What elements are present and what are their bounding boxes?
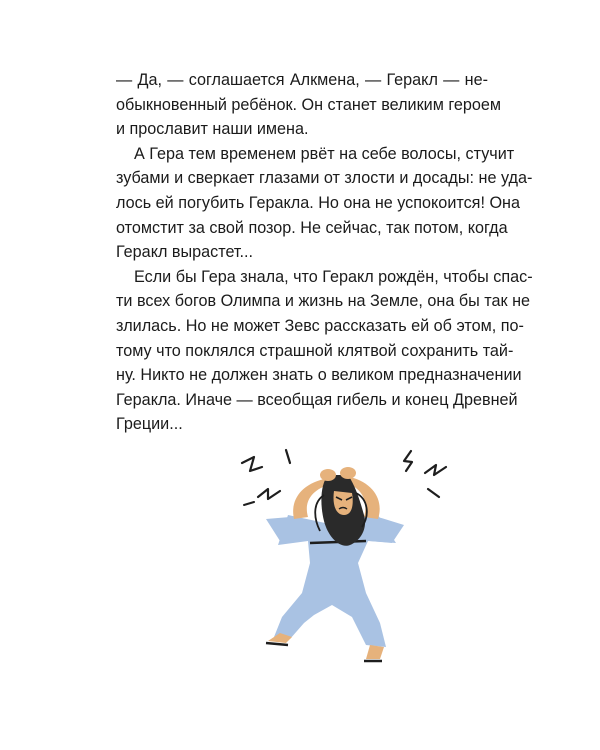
left-hand [320, 469, 336, 481]
anger-mark [425, 465, 446, 475]
text-line: лось ей погубить Геракла. Но она не успокоится! Она [116, 193, 520, 212]
text-line: Геракл вырастет... [116, 243, 254, 262]
anger-mark [258, 489, 280, 499]
anger-mark [404, 451, 412, 471]
text-line: А Гера тем временем рвёт на себе волосы, стучит [134, 144, 515, 163]
text-line: злилась. Но не может Зевс рассказать ей об этом, по- [116, 316, 524, 335]
text-line: ти всех богов Олимпа и жизнь на Земле, она бы так не [116, 292, 531, 311]
right-foot [366, 645, 384, 659]
left-sandal [266, 643, 288, 645]
anger-mark [286, 450, 290, 463]
angry-hera-illustration [228, 445, 468, 685]
anger-mark [242, 457, 262, 471]
paragraph-3 [116, 265, 533, 437]
paragraph-1 [116, 68, 502, 142]
text-line: — Да, — соглашается Алкмена, — Геракл — не- [116, 71, 488, 89]
text-line: зубами и сверкает глазами от злости и досады: не уда- [116, 169, 533, 188]
anger-mark [244, 502, 254, 505]
text-line: Греции... [116, 415, 183, 434]
text-line: и прославит наши имена. [116, 120, 309, 139]
text-line: тому что поклялся страшной клятвой сохранить тай- [116, 341, 514, 360]
text-line: Геракла. Иначе — всеобщая гибель и конец Древней [116, 390, 518, 409]
text-line: отомстит за свой позор. Не сейчас, так потом, когда [116, 218, 508, 237]
text-line: Если бы Гера знала, что Геракл рождён, чтобы спас- [134, 267, 533, 286]
text-line: обыкновенный ребёнок. Он станет великим героем [116, 95, 502, 114]
text-line: ну. Никто не должен знать о великом предназначении [116, 366, 522, 385]
story-text [116, 68, 533, 437]
anger-mark [428, 489, 439, 497]
paragraph-2 [116, 142, 533, 265]
right-hand [340, 467, 356, 479]
